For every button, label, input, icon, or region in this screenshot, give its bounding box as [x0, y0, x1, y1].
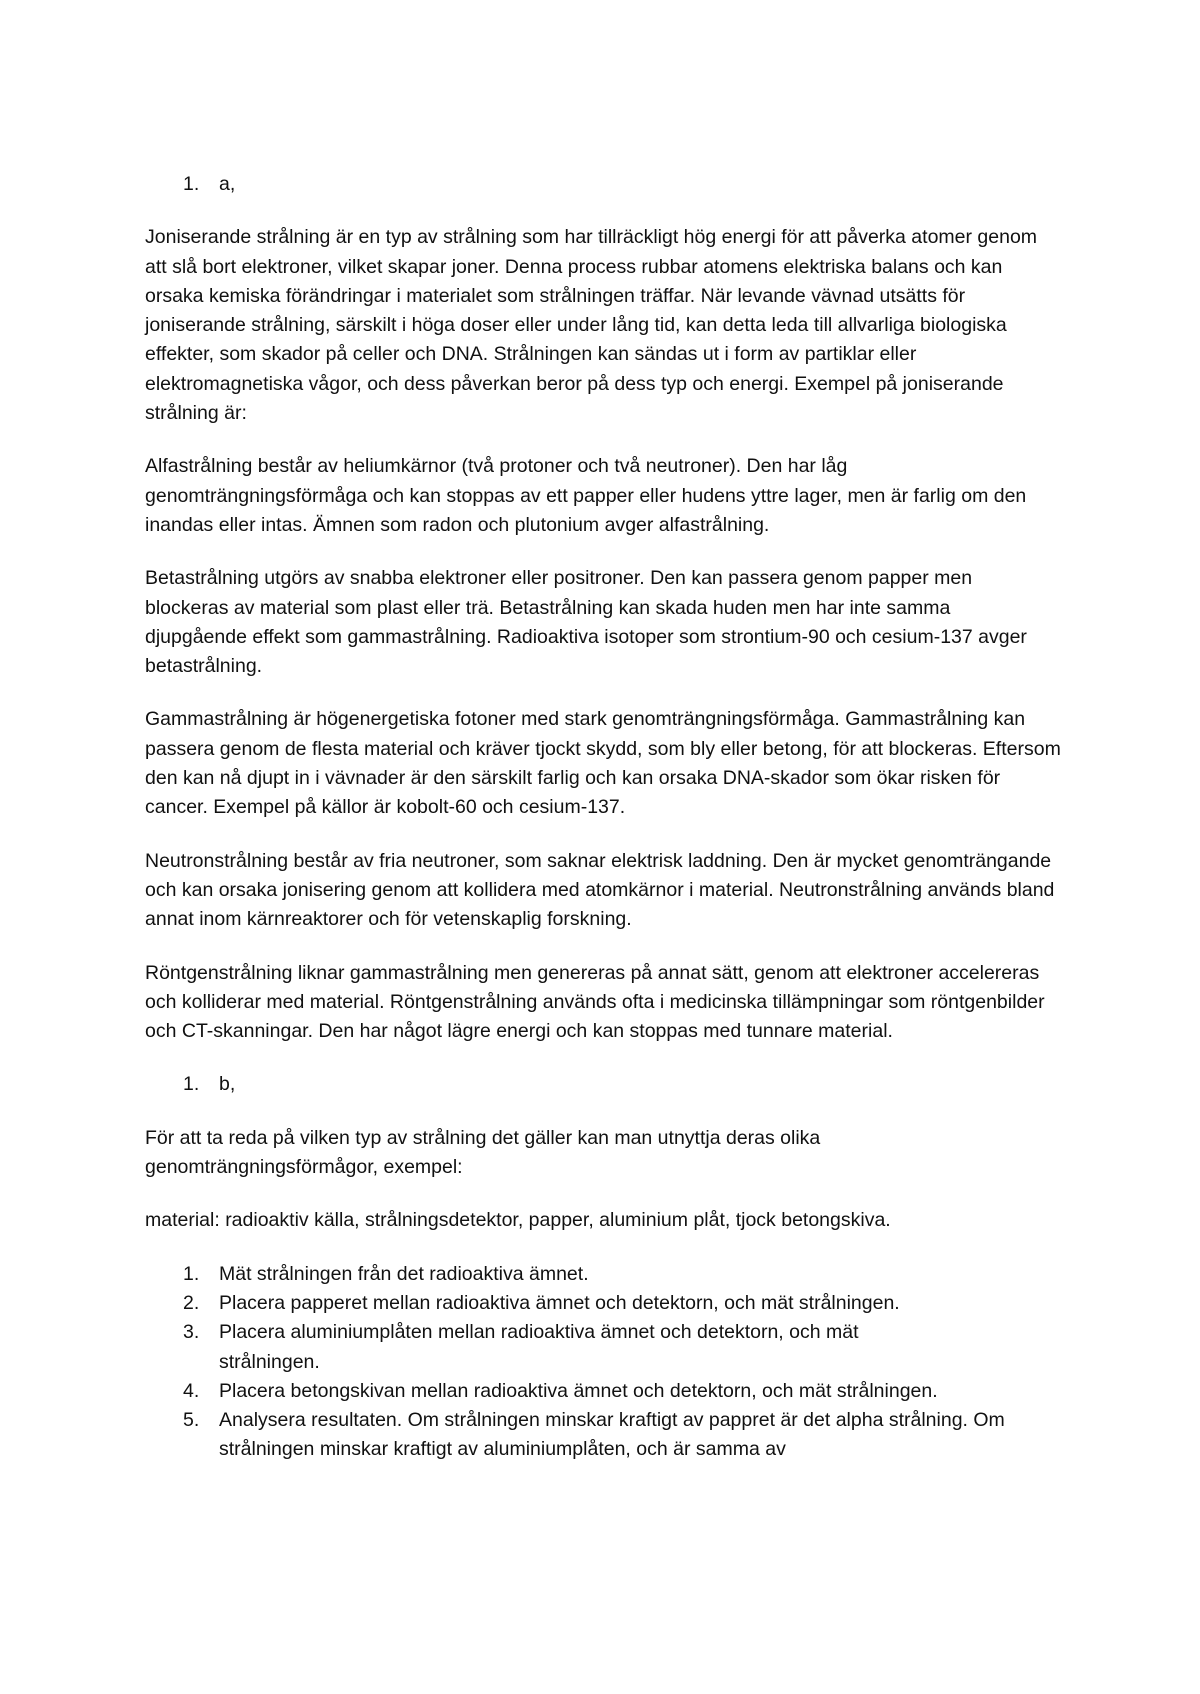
steps-list [145, 1260, 1065, 1465]
list-item-number: 4. [183, 1379, 200, 1402]
section-label: b, [219, 1073, 236, 1096]
spacer [145, 540, 1065, 564]
document-body [145, 170, 1065, 1465]
list-item-text: Analysera resultaten. Om strålningen minskar kraftigt av pappret är det alpha strålning. Om strålningen minskar kraftigt av aluminiumplåten, och är samma av [219, 1409, 1005, 1461]
list-item [145, 1377, 1065, 1406]
paragraph-xray: Röntgenstrålning liknar gammastrålning men genereras på annat sätt, genom att elektroner accelereras och kolliderar med material. Röntgenstrålning används ofta i medicinska tillämpningar som röntgenbilder och CT-skanningar. Den har något lägre energi och kan stoppas med tunnare material. [145, 961, 1045, 1043]
paragraph-gamma: Gammastrålning är högenergetiska fotoner med stark genomträngningsförmåga. Gammastrålning kan passera genom de flesta material och kräver tjockt skydd, som bly eller betong, för att blockeras. Eftersom den kan nå djupt in i vävnader är den särskilt farlig och kan orsaka DNA-skador som ökar risken för cancer. Exempel på källor är kobolt-60 och cesium-137. [145, 708, 1061, 819]
list-item [145, 1289, 1065, 1318]
list-item-number: 2. [183, 1291, 200, 1314]
spacer [145, 1182, 1065, 1206]
list-item-text: Placera aluminiumplåten mellan radioaktiva ämnet och detektorn, och mät strålningen. [219, 1321, 859, 1373]
paragraph-materials: material: radioaktiv källa, strålningsdetektor, papper, aluminium plåt, tjock betongskiva. [145, 1209, 891, 1232]
paragraph-alpha: Alfastrålning består av heliumkärnor (två protoner och två neutroner). Den har låg genomträngningsförmåga och kan stoppas av ett papper eller hudens yttre lager, men är farlig om den inandas eller intas. Ämnen som radon och plutonium avger alfastrålning. [145, 455, 1027, 536]
list-item-text: Placera papperet mellan radioaktiva ämnet och detektorn, och mät strålningen. [219, 1291, 900, 1314]
spacer [145, 1046, 1065, 1070]
list-item-number: 3. [183, 1321, 200, 1344]
spacer [145, 935, 1065, 959]
paragraph-intro: Joniserande strålning är en typ av strålning som har tillräckligt hög energi för att påverka atomer genom att slå bort elektroner, vilket skapar joner. Denna process rubbar atomens elektriska balans och kan orsaka kemiska förändringar i materialet som strålningen träffar. När levande vävnad utsätts för joniserande strålning, särskilt i höga doser eller under lång tid, kan detta leda till allvarliga biologiska effekter, som skador på celler och DNA. Strålningen kan sändas ut i form av partiklar eller elektromagnetiska vågor, och dess påverkan beror på dess typ och energi. Exempel på joniserande strålning är: [145, 226, 1038, 425]
spacer [145, 1236, 1065, 1260]
list-item-text: Placera betongskivan mellan radioaktiva ämnet och detektorn, och mät strålningen. [219, 1379, 938, 1402]
spacer [145, 428, 1065, 452]
list-item [145, 1318, 919, 1377]
list-item [145, 1260, 1065, 1289]
paragraph-method-intro: För att ta reda på vilken typ av strålning det gäller kan man utnyttja deras olika genomträngningsförmågor, exempel: [145, 1126, 821, 1179]
list-item [145, 1406, 1079, 1465]
spacer [145, 199, 1065, 223]
list-item-number: 5. [183, 1409, 200, 1432]
list-item-number: 1. [183, 1262, 200, 1285]
list-item-text: Mät strålningen från det radioaktiva ämnet. [219, 1262, 589, 1285]
spacer [145, 1100, 1065, 1124]
paragraph-neutron: Neutronstrålning består av fria neutroner, som saknar elektrisk laddning. Den är mycket genomträngande och kan orsaka jonisering genom att kollidera med atomkärnor i material. Neutronstrålning används bland annat inom kärnreaktorer och för vetenskaplig forskning. [145, 849, 1055, 931]
spacer [145, 681, 1065, 705]
spacer [145, 823, 1065, 847]
section-label: a, [219, 173, 236, 195]
section-heading-b [145, 1070, 1065, 1099]
paragraph-beta: Betastrålning utgörs av snabba elektroner eller positroner. Den kan passera genom papper men blockeras av material som plast eller trä. Betastrålning kan skada huden men har inte samma djupgående effekt som gammastrålning. Radioaktiva isotoper som strontium-90 och cesium-137 avger betastrålning. [145, 567, 1027, 678]
section-number: 1. [183, 173, 200, 195]
section-heading-a [145, 170, 1065, 199]
section-number: 1. [183, 1073, 200, 1096]
